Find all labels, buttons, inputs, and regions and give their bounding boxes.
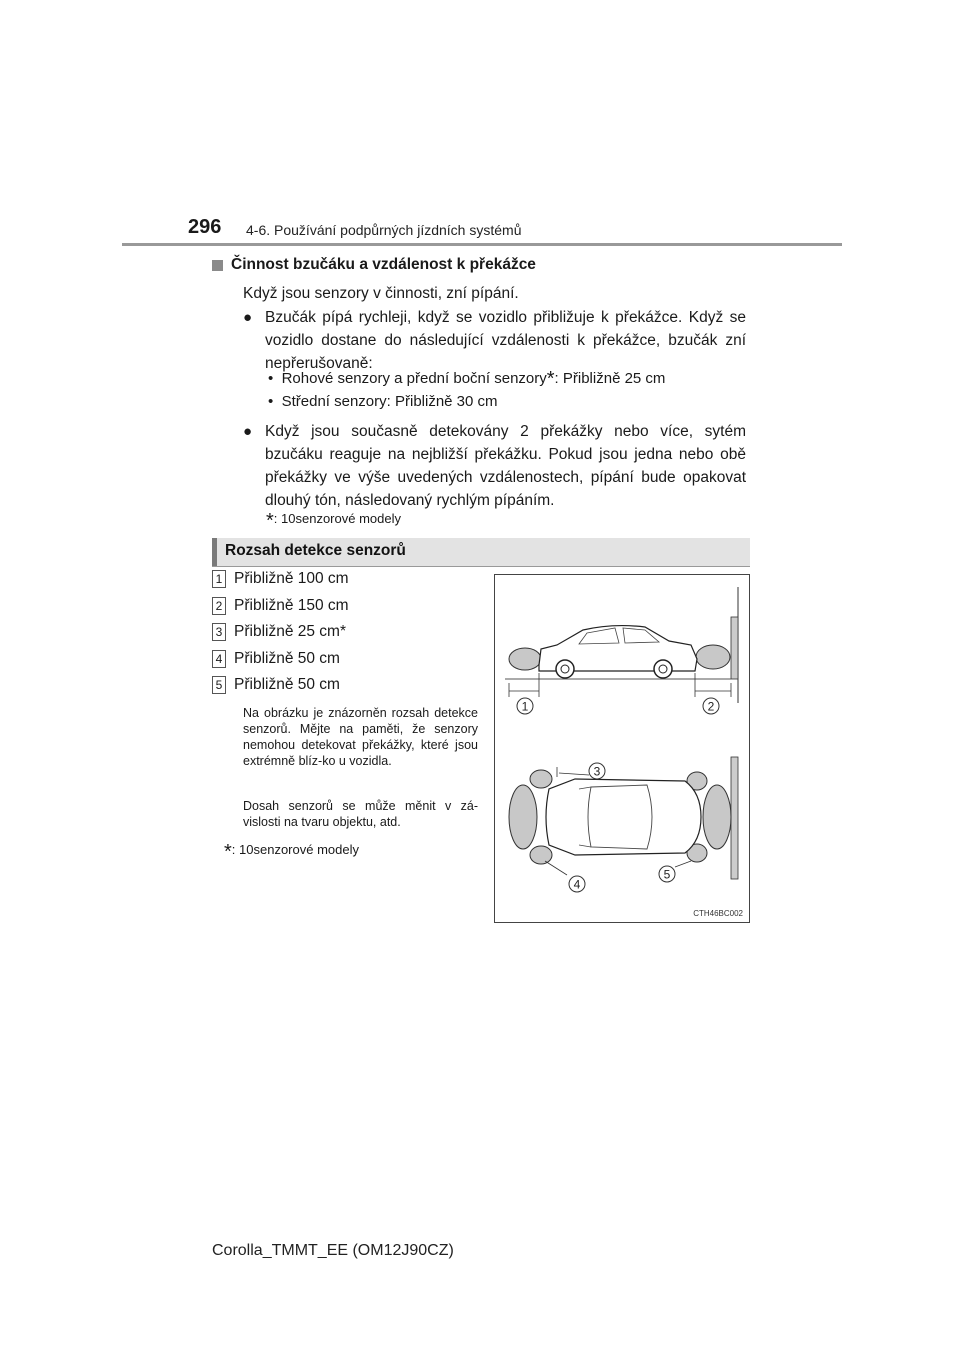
chapter-title: 4-6. Používání podpůrných jízdních systémů — [246, 222, 522, 238]
item-text: Přibližně 100 cm — [234, 570, 349, 587]
bullet-text: Když jsou současně detekovány 2 překážky nebo více, sytém bzučáku reaguje na nejbližší překážku. Pokud jsou jedna nebo obě překážky ve výše uvedených vzdálenostech, pípání bude opakovat dlouhý tón, následovaný rychlým pípáním. — [265, 423, 746, 509]
sub-bullet-dot-icon: • — [268, 393, 282, 410]
dim-line — [675, 861, 691, 867]
sub-bullet-item — [268, 368, 665, 390]
front-center-zone — [509, 785, 537, 849]
dim-line — [545, 861, 567, 875]
sub-bullet-value: : Přibližně 25 cm — [554, 370, 666, 387]
callout-leader — [559, 773, 589, 775]
subsection-title: Rozsah detekce senzorů — [225, 542, 406, 559]
bullet-item — [243, 306, 746, 375]
footnote — [266, 506, 401, 532]
range-item — [212, 597, 349, 615]
sub-bullet-text: Střední senzory: Přibližně 30 cm — [281, 393, 498, 410]
range-item — [212, 570, 349, 588]
footer-model: Corolla_TMMT_EE (OM12J90CZ) — [212, 1242, 454, 1259]
callout-label: 1 — [521, 699, 529, 714]
item-number: 1 — [212, 570, 226, 588]
bullet-dot-icon: ● — [243, 309, 253, 326]
item-text: Přibližně 150 cm — [234, 597, 349, 614]
corner-zone — [530, 846, 552, 864]
bullet-item — [243, 420, 746, 512]
sub-bullet-text: Rohové senzory a přední boční senzory — [281, 370, 547, 387]
range-item — [212, 650, 340, 668]
front-sensor-zone — [509, 648, 541, 670]
range-item — [212, 623, 346, 641]
section-heading — [212, 256, 536, 274]
section-heading-text: Činnost bzučáku a vzdálenost k překážce — [231, 256, 536, 273]
intro-text: Když jsou senzory v činnosti, zní pípání. — [243, 285, 519, 302]
item-text: Přibližně 50 cm — [234, 676, 340, 693]
item-text: Přibližně 25 cm* — [234, 623, 346, 640]
item-text: Přibližně 50 cm — [234, 650, 340, 667]
asterisk-mark: * — [546, 368, 555, 390]
car-hub — [561, 665, 569, 673]
bar-accent — [212, 538, 217, 566]
obstacle-wall-side — [731, 617, 738, 679]
bullet-text: Bzučák pípá rychleji, když se vozidlo přibližuje k překážce. Když se vozidlo dostane do následující vzdálenosti k překážce, bzučák zní nepřerušovaně: — [265, 309, 746, 372]
rear-center-zone — [703, 785, 731, 849]
footnote-text: : 10senzorové modely — [273, 511, 401, 526]
bullet-dot-icon: ● — [243, 423, 253, 440]
page-number: 296 — [188, 216, 222, 238]
header-divider — [122, 243, 842, 246]
item-number: 3 — [212, 623, 226, 641]
item-number: 4 — [212, 650, 226, 668]
callout-label: 4 — [573, 877, 581, 892]
sensor-range-diagram — [494, 574, 750, 923]
square-bullet-icon — [212, 260, 223, 271]
diagram-note: Dosah senzorů se může měnit v zá-vislosti na tvaru objektu, atd. — [243, 799, 478, 829]
sub-bullet-item — [268, 391, 498, 413]
sub-bullet-dot-icon: • — [268, 370, 282, 387]
footnote — [224, 837, 359, 863]
car-roof — [588, 785, 652, 849]
corner-zone — [530, 770, 552, 788]
callout-label: 2 — [707, 699, 715, 714]
asterisk-mark: * — [224, 841, 232, 863]
item-number: 2 — [212, 597, 226, 615]
sensor-diagram-svg — [495, 575, 749, 922]
car-hub — [659, 665, 667, 673]
rear-sensor-zone — [696, 645, 730, 669]
obstacle-wall-top — [731, 757, 738, 879]
footnote-text: : 10senzorové modely — [231, 842, 359, 857]
callout-label: 5 — [663, 867, 671, 882]
range-item — [212, 676, 340, 694]
asterisk-mark: * — [266, 510, 274, 532]
item-number: 5 — [212, 676, 226, 694]
diagram-code: CTH46BC002 — [693, 909, 743, 918]
subsection-bar — [212, 538, 750, 567]
diagram-note: Na obrázku je znázorněn rozsah detekce senzorů. Mějte na paměti, že senzory nemohou detekovat překážky, které jsou extrémně blíz-ko u vozidla. — [243, 706, 478, 768]
callout-label: 3 — [593, 764, 601, 779]
